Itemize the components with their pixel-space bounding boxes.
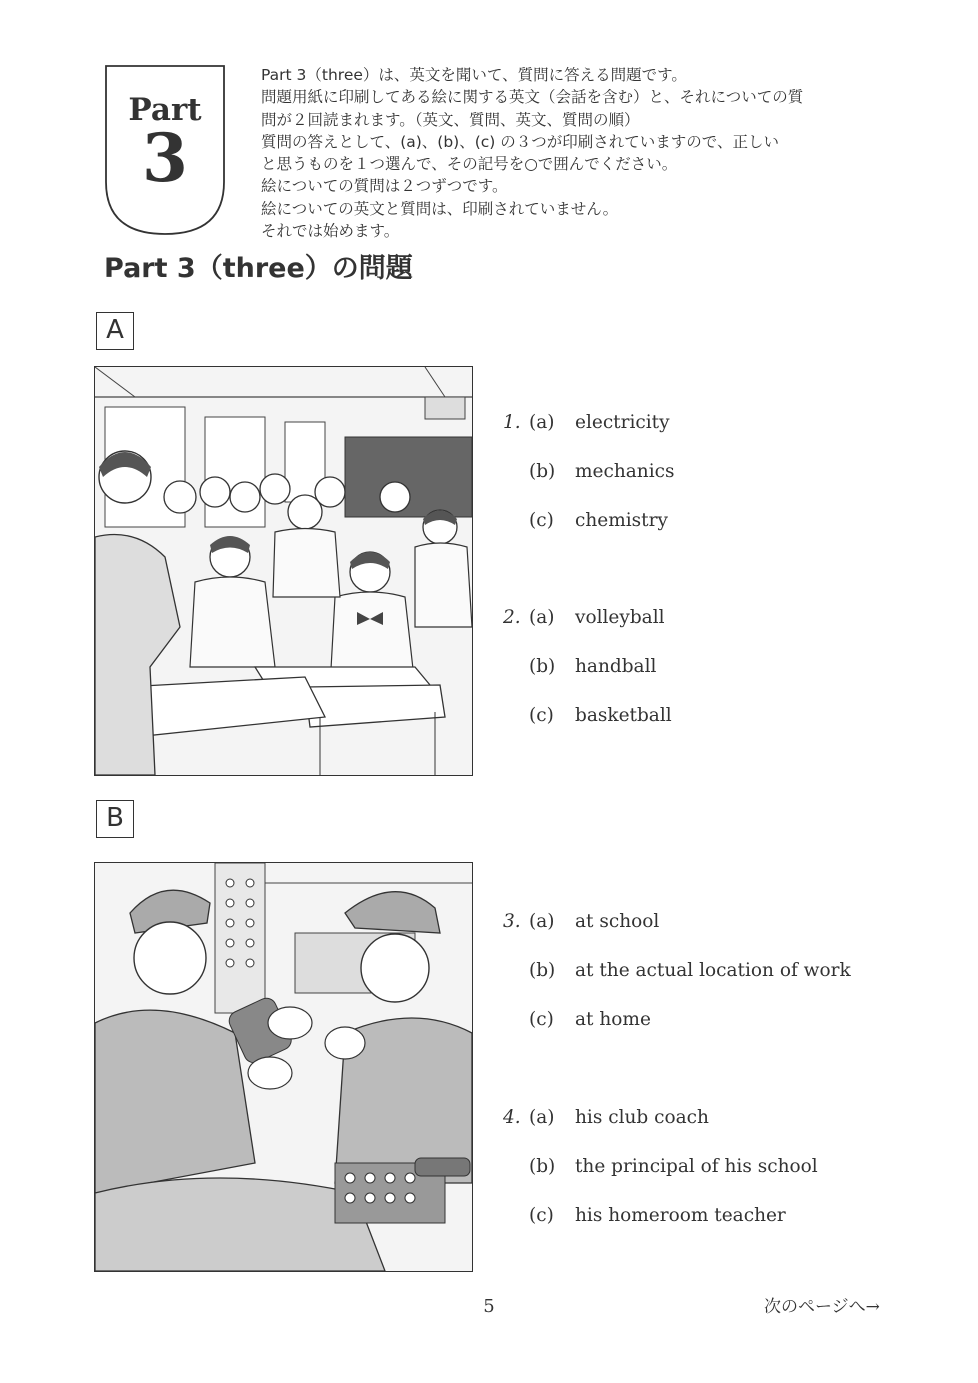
instruction-line: 質問の答えとして、(a)、(b)、(c) の３つが印刷されていますので、正しい xyxy=(261,132,779,151)
instruction-line: と思うものを１つ選んで、その記号を○で囲んでください。 xyxy=(261,155,678,174)
option-text: mechanics xyxy=(575,461,675,482)
question-number: 4. xyxy=(503,1107,521,1128)
option-text: his homeroom teacher xyxy=(575,1205,786,1226)
option-text: his club coach xyxy=(575,1107,709,1128)
question-number: 1. xyxy=(503,412,521,433)
instruction-line: 問が２回読まれます。（英文、質問、英文、質問の順） xyxy=(261,110,640,129)
instruction-line: 問題用紙に印刷してある絵に関する英文（会話を含む）と、それについての質 xyxy=(261,88,804,107)
question-number: 2. xyxy=(503,607,521,628)
option-text: handball xyxy=(575,656,657,677)
classroom-illustration xyxy=(94,366,473,776)
instructions xyxy=(261,64,901,242)
badge-number: 3 xyxy=(142,119,188,197)
option-letter: (a) xyxy=(529,412,555,433)
instruction-line: Part 3（three）は、英文を聞いて、質問に答える問題です。 xyxy=(261,66,687,84)
question-number: 3. xyxy=(503,911,521,932)
option-text: at the actual location of work xyxy=(575,960,851,981)
option-letter: (a) xyxy=(529,911,555,932)
page-number: 5 xyxy=(483,1296,495,1317)
option-letter: (a) xyxy=(529,1107,555,1128)
option-letter: (b) xyxy=(529,461,556,482)
option-text: volleyball xyxy=(575,607,665,628)
option-text: electricity xyxy=(575,412,670,433)
option-letter: (b) xyxy=(529,656,556,677)
section-heading: Part 3（three）の問題 xyxy=(104,253,413,284)
section-label-a: A xyxy=(96,312,134,350)
option-letter: (c) xyxy=(529,1009,554,1030)
instruction-line: 絵についての英文と質問は、印刷されていません。 xyxy=(261,199,619,218)
option-text: chemistry xyxy=(575,510,668,531)
option-text: basketball xyxy=(575,705,672,726)
option-letter: (b) xyxy=(529,1156,556,1177)
option-letter: (c) xyxy=(529,510,554,531)
option-text: at school xyxy=(575,911,660,932)
next-page-indicator: 次のページへ→ xyxy=(764,1297,880,1317)
instruction-line: それでは始めます。 xyxy=(261,222,400,241)
factory-workers-illustration xyxy=(94,862,473,1272)
option-text: at home xyxy=(575,1009,651,1030)
badge-word: Part xyxy=(128,92,202,128)
option-letter: (c) xyxy=(529,705,554,726)
option-text: the principal of his school xyxy=(575,1156,818,1177)
option-letter: (a) xyxy=(529,607,555,628)
section-label-b: B xyxy=(96,800,134,838)
option-letter: (c) xyxy=(529,1205,554,1226)
instruction-line: 絵についての質問は２つずつです。 xyxy=(261,177,508,196)
option-letter: (b) xyxy=(529,960,556,981)
